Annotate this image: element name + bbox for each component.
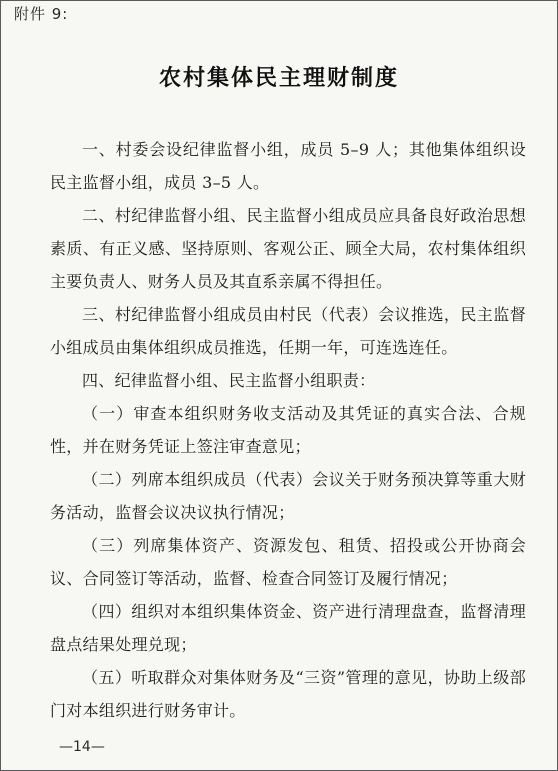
paragraph-4: 四、纪律监督小组、民主监督小组职责： — [82, 371, 376, 390]
document-title: 农村集体民主理财制度 — [158, 65, 399, 91]
attachment-label: 附件 9: — [14, 5, 69, 23]
page-number: —14— — [59, 739, 105, 755]
duty-item-5: （五）听取群众对集体财务及“三资”管理的意见，协助上级部门对本组织进行财务审计。 — [50, 668, 526, 720]
paragraph-1: 一、村委会设纪律监督小组，成员 5–9 人；其他集体组织设民主监督小组，成员 3–5 人。 — [50, 140, 526, 192]
paragraph-2: 二、村纪律监督小组、民主监督小组成员应具备良好政治思想素质、有正义感、坚持原则、客观公正、顾全大局，农村集体组织主要负责人、财务人员及其直系亲属不得担任。 — [50, 206, 526, 291]
duty-item-4: （四）组织对本组织集体资金、资产进行清理盘查，监督清理盘点结果处理兑现； — [50, 602, 526, 654]
duty-item-2: （二）列席本组织成员（代表）会议关于财务预决算等重大财务活动，监督会议决议执行情况； — [50, 470, 526, 522]
document-body — [50, 133, 526, 727]
paragraph-3: 三、村纪律监督小组成员由村民（代表）会议推选，民主监督小组成员由集体组织成员推选，任期一年，可连选连任。 — [50, 305, 526, 357]
duty-item-1: （一）审查本组织财务收支活动及其凭证的真实合法、合规性，并在财务凭证上签注审查意见； — [50, 404, 526, 456]
duty-item-3: （三）列席集体资产、资源发包、租赁、招投或公开协商会议、合同签订等活动，监督、检查合同签订及履行情况； — [50, 536, 526, 588]
